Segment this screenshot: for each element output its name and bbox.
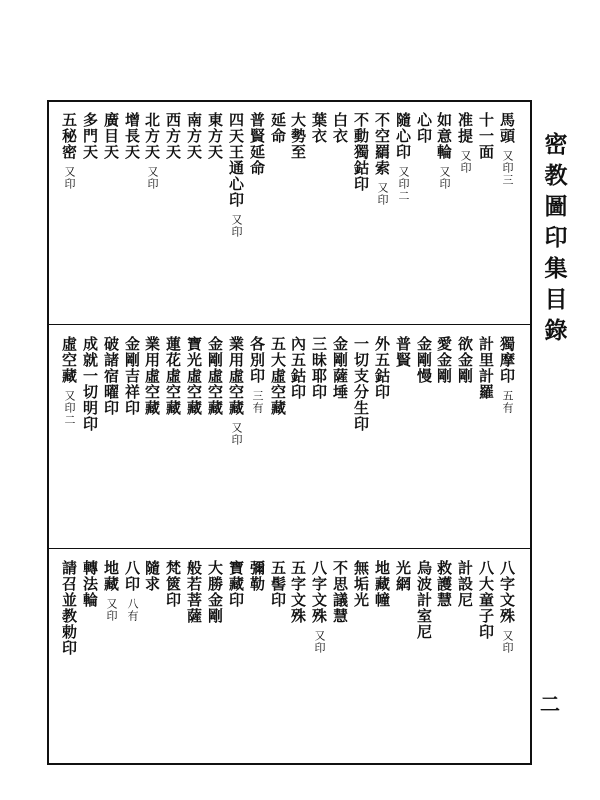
entry-name: 准提 [456,112,474,144]
entry-name: 增長天 [123,112,141,160]
entry-name: 地藏幢 [373,560,391,608]
section-1 [49,102,530,324]
entry-name: 欲金剛 [456,336,474,384]
index-entry [374,560,389,608]
index-entry [416,336,431,384]
entry-name: 北方天 [143,112,161,160]
index-entry [61,112,76,190]
index-entry [249,112,264,176]
index-entry [332,560,347,624]
entry-name: 大勝金剛 [206,560,224,624]
entry-name: 光網 [394,560,412,592]
index-entry [144,336,159,416]
entry-name: 心印 [415,112,433,144]
index-entry [249,336,264,414]
entry-name: 五大虛空藏 [269,336,287,416]
entry-name: 五字文殊 [289,560,307,624]
entry-name: 延命 [269,112,287,144]
entry-name: 成就一切明印 [81,336,99,432]
entry-name: 外五鈷印 [373,336,391,400]
entry-name: 金剛慢 [415,336,433,384]
index-entry [478,112,493,160]
index-entry [270,560,285,608]
index-entry [395,336,410,368]
entry-note: 又印 [146,166,159,190]
entry-name: 隨求 [143,560,161,592]
index-entry [499,560,514,654]
index-entry [228,336,243,446]
index-entry [124,560,139,622]
index-entry [103,560,118,622]
index-entry [207,112,222,160]
index-entry [165,336,180,416]
entry-name: 愛金剛 [435,336,453,384]
entry-name: 無垢光 [352,560,370,608]
entry-name: 八印 [123,560,141,592]
index-entry [186,336,201,416]
entry-name: 業用虛空藏 [143,336,161,416]
entry-name: 不動獨鈷印 [352,112,370,192]
entry-name: 東方天 [206,112,224,160]
index-entry [395,560,410,592]
entry-name: 梵篋印 [164,560,182,608]
index-entry [144,560,159,592]
index-entry [332,112,347,144]
index-entry [457,336,472,384]
entry-name: 五秘密 [60,112,78,160]
index-entry [165,112,180,160]
entry-name: 如意輪 [435,112,453,160]
index-entry [353,336,368,432]
index-entry [374,336,389,400]
index-entry [82,336,97,432]
entry-name: 白衣 [331,112,349,144]
index-entry [124,112,139,160]
entry-name: 金剛吉祥印 [123,336,141,416]
entry-name: 各別印 [248,336,266,384]
entry-name: 五髻印 [269,560,287,608]
title-column [532,100,576,350]
entry-name: 不空羂索 [373,112,391,176]
entry-name: 獨摩印 [498,336,516,384]
entry-note: 又印 [63,166,76,190]
index-entry [416,112,431,144]
entry-note: 又印二 [397,166,410,202]
entry-name: 一切支分生印 [352,336,370,432]
entry-name: 地藏 [102,560,120,592]
index-entry [270,112,285,144]
entry-name: 普賢延命 [248,112,266,176]
entry-name: 大勢至 [289,112,307,160]
entry-name: 普賢 [394,336,412,368]
index-entry [353,112,368,192]
index-entry [499,336,514,414]
index-entry [478,336,493,400]
index-entry [61,336,76,426]
entry-name: 計里計羅 [477,336,495,400]
index-entry [436,560,451,608]
entry-note: 三有 [251,390,264,414]
entry-name: 救護慧 [435,560,453,608]
entry-name: 彌勒 [248,560,266,592]
entry-name: 八大童子印 [477,560,495,640]
index-entry [311,112,326,144]
index-entry [311,560,326,654]
section-divider [49,324,530,325]
entry-name: 虛空藏 [60,336,78,384]
entry-name: 金剛虛空藏 [206,336,224,416]
entry-note: 又印 [230,214,243,238]
entry-name: 隨心印 [394,112,412,160]
index-entry [436,336,451,384]
entry-name: 多門天 [81,112,99,160]
index-entry [478,560,493,640]
index-entry [82,560,97,608]
index-entry [270,336,285,416]
entry-name: 八字文殊 [498,560,516,624]
entry-name: 轉法輪 [81,560,99,608]
index-entry [228,560,243,608]
entry-name: 業用虛空藏 [227,336,245,416]
entry-name: 葉衣 [310,112,328,144]
index-entry [290,112,305,160]
index-entry [207,560,222,624]
entry-name: 蓮花虛空藏 [164,336,182,416]
entry-name: 般若菩薩 [185,560,203,624]
index-entry [228,112,243,238]
index-entry [103,336,118,416]
index-entry [249,560,264,592]
entry-name: 四天王通心印 [227,112,245,208]
entry-name: 十一面 [477,112,495,160]
section-divider [49,548,530,549]
index-entry [457,560,472,608]
index-entry [416,560,431,640]
entry-name: 廣目天 [102,112,120,160]
index-entry [311,336,326,400]
entry-note: 又印 [459,150,472,174]
entry-name: 烏波計室尼 [415,560,433,640]
entry-note: 八有 [126,598,139,622]
entry-note: 又印 [105,598,118,622]
index-entry [82,112,97,160]
entry-name: 寶光虛空藏 [185,336,203,416]
index-entry [207,336,222,416]
index-entry [499,112,514,186]
index-entry [124,336,139,416]
entry-note: 又印二 [63,390,76,426]
entry-note: 又印 [501,630,514,654]
index-entry [374,112,389,206]
entry-name: 破諸宿曜印 [102,336,120,416]
entry-name: 三昧耶印 [310,336,328,400]
entry-note: 又印 [313,630,326,654]
entry-note: 又印 [230,422,243,446]
entry-note: 又印三 [501,150,514,186]
index-entry [290,336,305,400]
entry-note: 五有 [501,390,514,414]
entry-name: 八字文殊 [310,560,328,624]
index-entry [103,112,118,160]
index-entry [436,112,451,190]
entry-name: 請召並教勅印 [60,560,78,656]
entry-name: 金剛薩埵 [331,336,349,400]
section-3 [49,550,530,765]
entry-name: 南方天 [185,112,203,160]
index-entry [353,560,368,608]
entry-name: 西方天 [164,112,182,160]
entry-name: 計設尼 [456,560,474,608]
entry-note: 又印 [376,182,389,206]
index-entry [61,560,76,656]
index-entry [144,112,159,190]
entry-name: 內五鈷印 [289,336,307,400]
index-entry [395,112,410,202]
index-entry [186,560,201,624]
entry-name: 馬頭 [498,112,516,144]
index-entry [457,112,472,174]
section-2 [49,326,530,548]
page-number: 二 [540,692,560,716]
entry-name: 寶藏印 [227,560,245,608]
index-entry [290,560,305,624]
entry-name: 不思議慧 [331,560,349,624]
index-entry [186,112,201,160]
index-entry [165,560,180,608]
table-frame [47,100,532,765]
index-entry [332,336,347,400]
page-title: 密教圖印集目錄 [540,132,568,349]
entry-note: 又印 [438,166,451,190]
